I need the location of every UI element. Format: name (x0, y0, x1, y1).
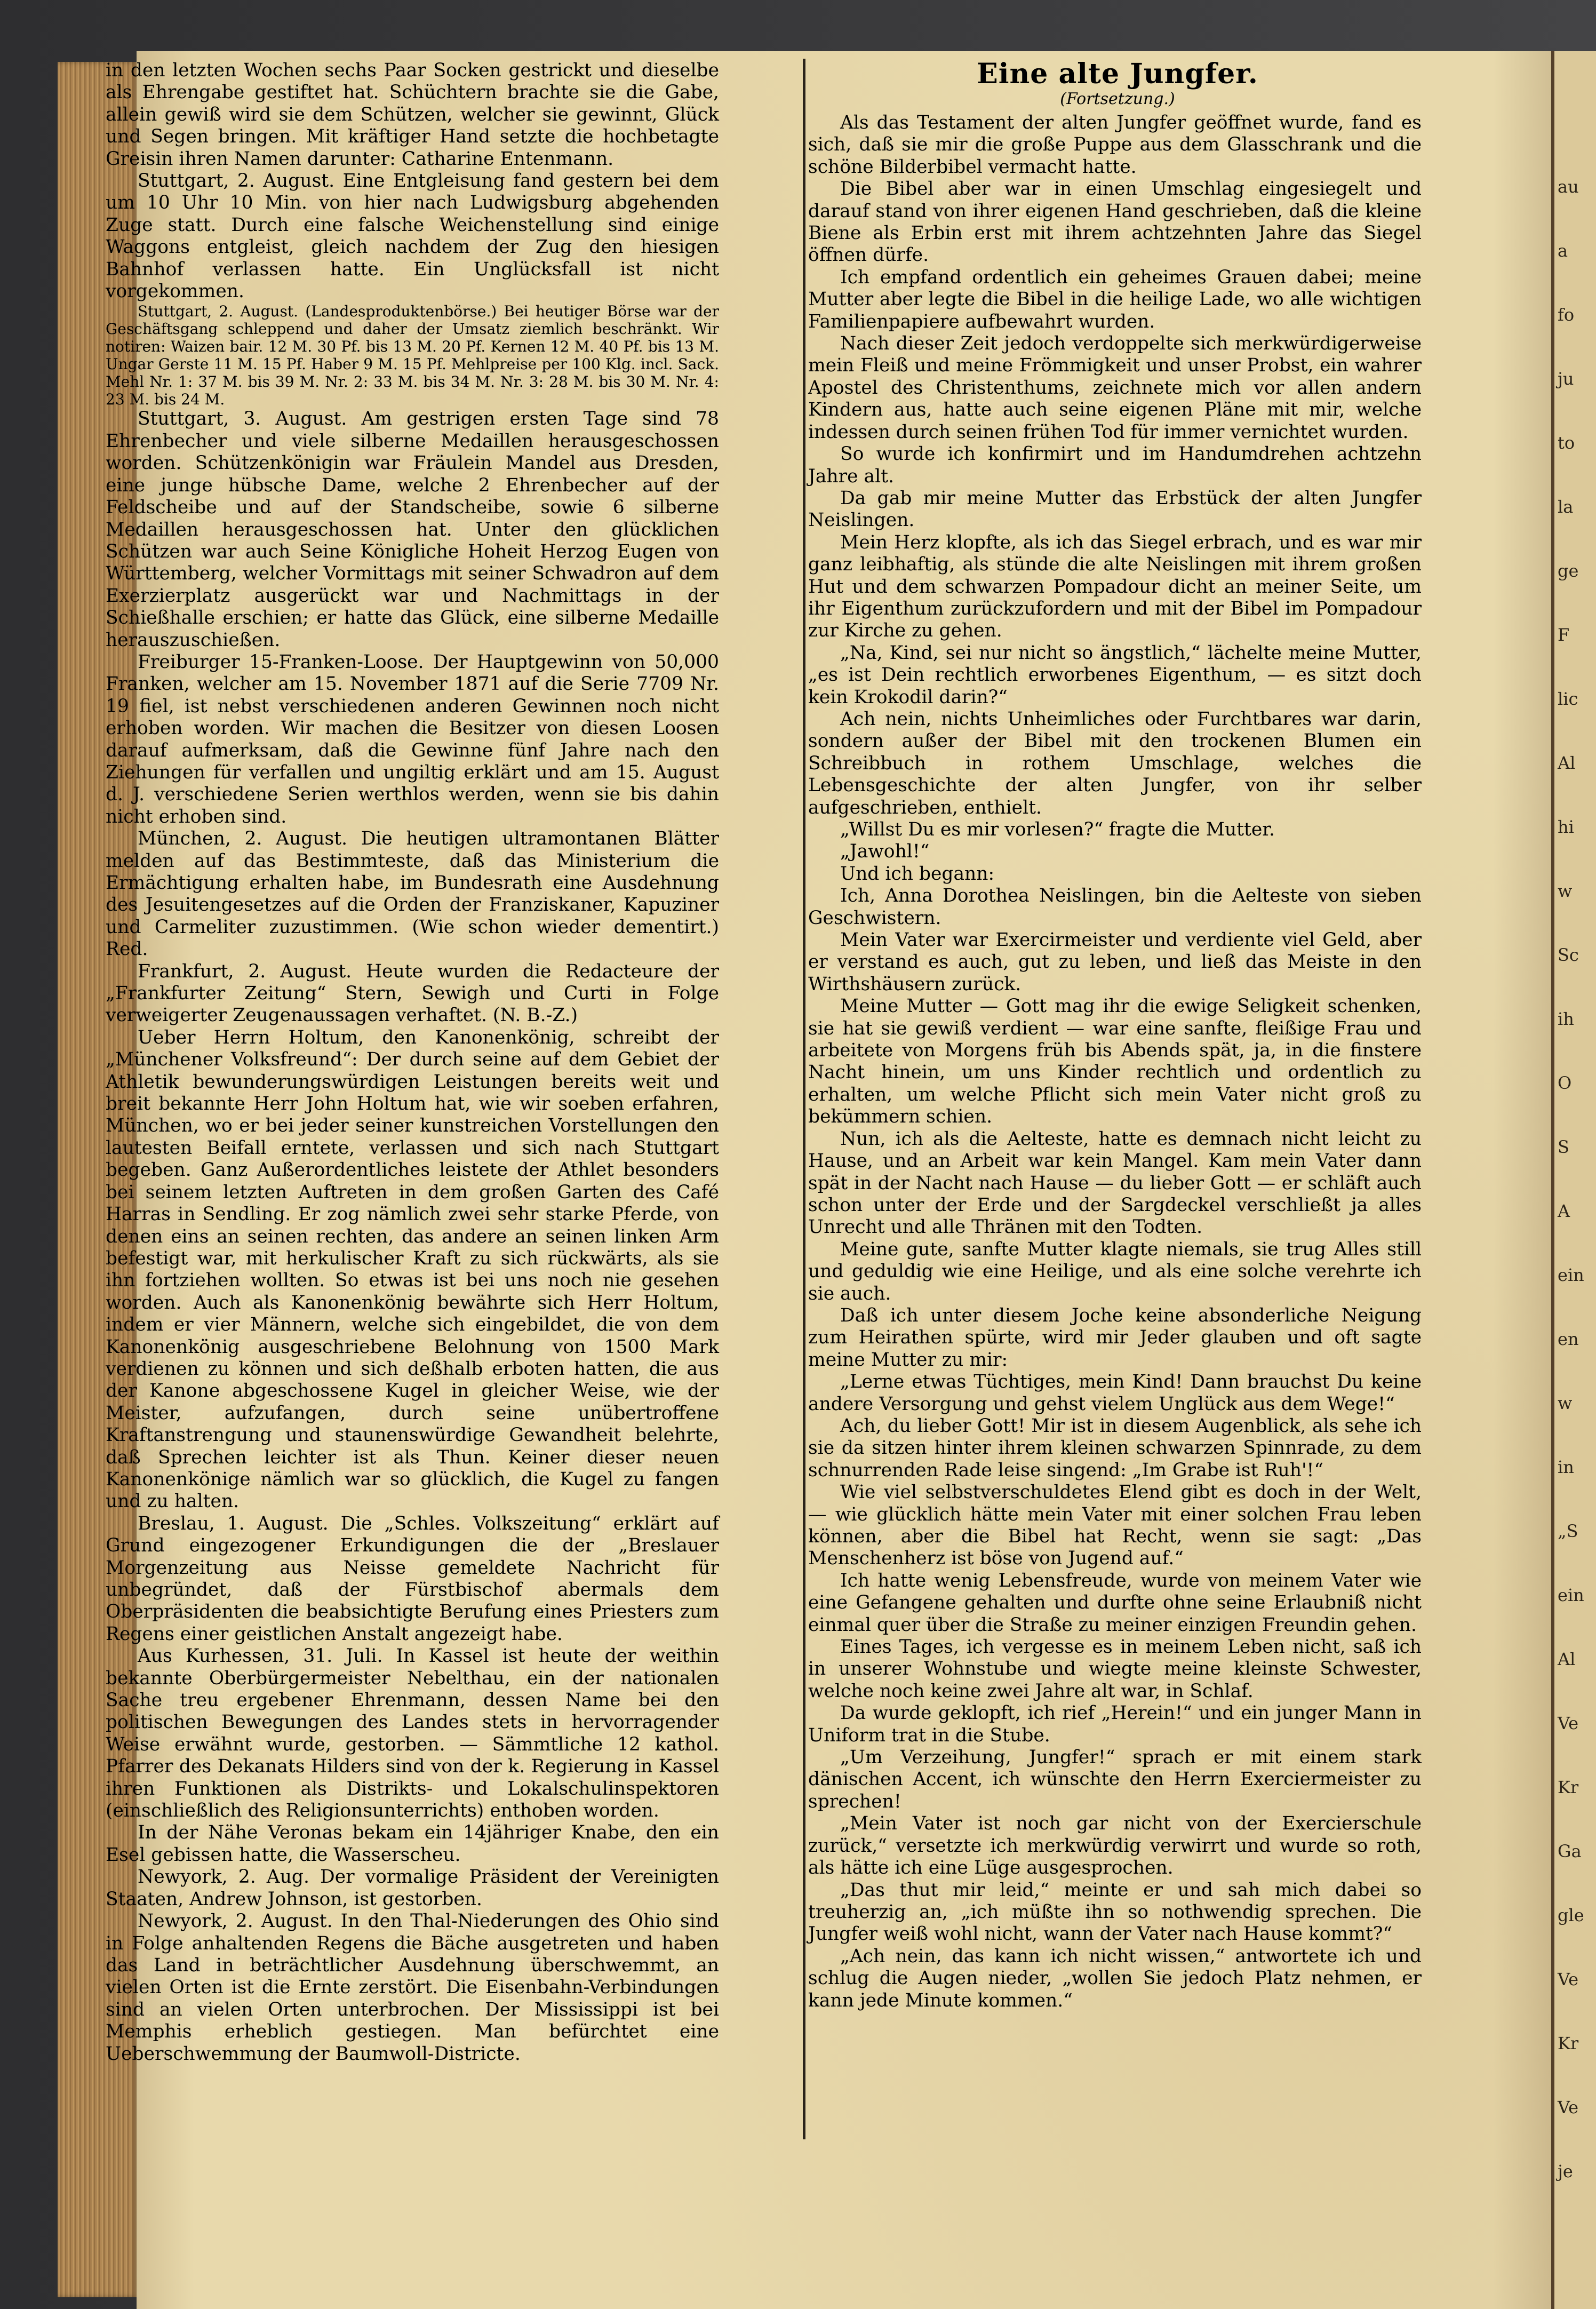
story-paragraph: Nach dieser Zeit jedoch verdoppelte sich merkwürdigerweise mein Fleiß und meine Frömmigkeit und unser Probst, ein wahrer Apostel des Christenthums, zeichnete mich vor allen andern Kindern aus, hatte auch seine eigenen Pläne mit mir, welche indessen durch seinen frühen Tod für immer vernichtet wurden. (808, 333, 1422, 443)
facing-page-fragment: Kr (1558, 2033, 1579, 2053)
facing-page-fragment: ein (1558, 1265, 1584, 1285)
news-item: Frankfurt, 2. August. Heute wurden die Redacteure der „Frankfurter Zeitung“ Stern, Sewigh und Curti in Folge verweigerter Zeugenaussagen verhaftet. (N. B.-Z.) (106, 960, 719, 1026)
story-paragraph: Meine gute, sanfte Mutter klagte niemals, sie trug Alles still und geduldig wie eine Heilige, und als eine solche verehrte ich sie auch. (808, 1238, 1422, 1304)
facing-page-fragment: Kr (1558, 1777, 1579, 1797)
news-column (106, 60, 719, 2065)
story-paragraph: So wurde ich konfirmirt und im Handumdrehen achtzehn Jahre alt. (808, 443, 1422, 487)
facing-page-fragment: au (1558, 177, 1579, 197)
story-paragraph: Mein Herz klopfte, als ich das Siegel erbrach, und es war mir ganz leibhaftig, als stünde die alte Neislingen mit ihrem großen Hut und dem schwarzen Pompadour dicht an meiner Seite, um ihr Eigenthum zurückzufordern und mit der Bibel im Pompadour zur Kirche zu gehen. (808, 531, 1422, 642)
facing-page-fragment: Ga (1558, 1841, 1582, 1861)
story-paragraph: „Das thut mir leid,“ meinte er und sah mich dabei so treuherzig an, „ich müßte ihn so nothwendig sprechen. Die Jungfer weiß wohl nicht, wann der Vater nach Hause kommt?“ (808, 1879, 1422, 1945)
news-item: Ueber Herrn Holtum, den Kanonenkönig, schreibt der „Münchener Volksfreund“: Der durch seine auf dem Gebiet der Athletik bewunderungswürdigen Leistungen bereits weit und breit bekannte Herr John Holtum hat, wie wir soeben erfahren, München, wo er bei jeder seiner kunstreichen Vorstellungen den lautesten Beifall erntete, verlassen und sich nach Stuttgart begeben. Ganz Außerordentliches leistete der Athlet besonders bei seinem letzten Auftreten in dem großen Garten des Café Harras in Sendling. Er zog nämlich zwei sehr starke Pferde, von denen eins an seinen rechten, das andere an seinen linken Arm befestigt war, mit herkulischer Kraft zu sich rückwärts, als sie ihn fortziehen wollten. So etwas ist bei uns noch nie gesehen worden. Auch als Kanonenkönig bewährte sich Herr Holtum, indem er vier Männern, welche sich eingebildet, die von dem Kanonenkönig ausgeschriebene Belohnung von 1500 Mark verdienen zu können und sich deßhalb erboten hatten, die aus der Kanone abgeschossene Kugel in gleicher Weise, wie der Meister, aufzufangen, durch seine unübertroffene Kraftanstrengung und staunenswürdige Gewandheit belehrte, daß Sprechen leichter ist als Thun. Keiner dieser neuen Kanonenkönige nämlich war so glücklich, die Kugel zu fangen und zu halten. (106, 1026, 719, 1512)
facing-page-fragment: F (1558, 625, 1570, 645)
story-paragraph: Eines Tages, ich vergesse es in meinem Leben nicht, saß ich in unserer Wohnstube und wiegte meine kleinste Schwester, welche noch keine zwei Jahre alt war, in Schlaf. (808, 1636, 1422, 1702)
facing-page-fragment: ih (1558, 1009, 1574, 1029)
news-item: Stuttgart, 2. August. Eine Entgleisung fand gestern bei dem um 10 Uhr 10 Min. von hier nach Ludwigsburg abgehenden Zuge statt. Durch eine falsche Weichenstellung sind einige Waggons entgleist, gleich nachdem der Zug den hiesigen Bahnhof verlassen hatte. Ein Unglücksfall ist nicht vorgekommen. (106, 170, 719, 302)
story-subtitle: (Fortsetzung.) (1060, 90, 1175, 108)
news-item: Stuttgart, 3. August. Am gestrigen ersten Tage sind 78 Ehrenbecher und viele silberne Medaillen herausgeschossen worden. Schützenkönigin war Fräulein Mandel aus Dresden, eine junge hübsche Dame, welche 2 Ehrenbecher auf der Feldscheibe und auf der Standscheibe, sowie 6 silberne Medaillen herausgeschossen hat. Unter den glücklichen Schützen war auch Seine Königliche Hoheit Herzog Eugen von Württemberg, welcher Vormittags mit seiner Schwadron auf dem Exerzierplatz ausgerückt war und Nachmittags in der Schießhalle erschien; er hatte das Glück, eine silberne Medaille herauszuschießen. (106, 408, 719, 651)
news-item: Aus Kurhessen, 31. Juli. In Kassel ist heute der weithin bekannte Oberbürgermeister Nebelthau, ein der nationalen Sache treu ergebener Ehrenmann, dessen Name bei den politischen Bewegungen des Landes stets in hervorragender Weise erwähnt wurde, gestorben. — Sämmtliche 12 kathol. Pfarrer des Dekanats Hilders sind von der k. Regierung in Kassel ihren Funktionen als Distrikts- und Lokalschulinspektoren (einschließlich des Religionsunterrichts) enthoben worden. (106, 1645, 719, 1822)
news-item: in den letzten Wochen sechs Paar Socken gestrickt und dieselbe als Ehrengabe gestiftet hat. Schüchtern brachte sie die Gabe, allein gewiß wird sie dem Schützen, welcher sie gewinnt, Glück und Segen bringen. Mit kräftiger Hand setzte die hochbetagte Greisin ihren Namen darunter: Catharine Entenmann. (106, 60, 719, 170)
story-paragraph: Die Bibel aber war in einen Umschlag eingesiegelt und darauf stand von ihrer eigenen Hand geschrieben, daß die kleine Biene als Erbin erst mit ihrem achtzehnten Jahre das Siegel öffnen dürfe. (808, 178, 1422, 266)
facing-page-fragment: la (1558, 497, 1574, 517)
story-paragraph: Als das Testament der alten Jungfer geöffnet wurde, fand es sich, daß sie mir die große Puppe aus dem Glasschrank und die schöne Bilderbibel vermacht hatte. (808, 112, 1422, 178)
story-paragraph: Ach, du lieber Gott! Mir ist in diesem Augenblick, als sehe ich sie da sitzen hinter ihrem kleinen schwarzen Spinnrade, zu dem schnurrenden Rade leise singend: „Im Grabe ist Ruh'!“ (808, 1415, 1422, 1481)
story-paragraph: Und ich begann: (840, 863, 995, 885)
facing-page-fragment: fo (1558, 305, 1575, 325)
news-item: Newyork, 2. August. In den Thal-Niederungen des Ohio sind in Folge anhaltenden Regens die Bäche ausgetreten und haben das Land in beträchtlicher Ausdehnung überschwemmt, an vielen Orten ist die Ernte zerstört. Die Eisenbahn-Verbindungen sind an vielen Orten unterbrochen. Der Mississippi ist bei Memphis erheblich gestiegen. Man befürchtet eine Ueberschwemmung der Baumwoll-Districte. (106, 1910, 719, 2065)
facing-page-fragment: to (1558, 433, 1575, 453)
story-paragraph: „Mein Vater ist noch gar nicht von der Exercierschule zurück,“ versetzte ich merkwürdig verwirrt und wurde so roth, als hätte ich eine Lüge ausgesprochen. (808, 1813, 1422, 1879)
facing-page-fragment: ge (1558, 561, 1579, 581)
news-item: München, 2. August. Die heutigen ultramontanen Blätter melden auf das Bestimmteste, daß das Ministerium die Ermächtigung erhalten habe, im Bundesrath eine Ausdehnung des Jesuitengesetzes auf die Orden der Franziskaner, Kapuziner und Carmeliter zuzustimmen. (Wie schon wieder dementirt.) Red. (106, 828, 719, 960)
story-paragraph: „Ach nein, das kann ich nicht wissen,“ antwortete ich und schlug die Augen nieder, „wollen Sie jedoch Platz nehmen, er kann jede Minute kommen.“ (808, 1945, 1422, 2011)
facing-page-fragment: S (1558, 1137, 1569, 1157)
story-paragraph: Ich empfand ordentlich ein geheimes Grauen dabei; meine Mutter aber legte die Bibel in die heilige Lade, wo alle wichtigen Familienpapiere aufbewahrt wurden. (808, 266, 1422, 332)
story-paragraph: Daß ich unter diesem Joche keine absonderliche Neigung zum Heirathen spürte, wird mir Jeder glauben und oft sagte meine Mutter zu mir: (808, 1304, 1422, 1371)
facing-page-strip (1551, 51, 1596, 2309)
story-title: Eine alte Jungfer. (977, 58, 1258, 90)
facing-page-fragment: en (1558, 1329, 1579, 1349)
story-paragraph: Mein Vater war Exercirmeister und verdiente viel Geld, aber er verstand es auch, gut zu leben, und ließ das Meiste in den Wirthshäusern zurück. (808, 929, 1422, 995)
facing-page-fragment: w (1558, 1393, 1573, 1413)
story-paragraph: Ach nein, nichts Unheimliches oder Furchtbares war darin, sondern außer der Bibel mit den trockenen Blumen ein Schreibbuch in rothem Umschlage, welches die Lebensgeschichte der alten Jungfer, von ihr selber aufgeschrieben, enthielt. (808, 708, 1422, 818)
facing-page-fragment: ju (1558, 369, 1574, 389)
facing-page-fragment: Ve (1558, 2097, 1579, 2117)
facing-page-fragment: ein (1558, 1585, 1584, 1605)
news-item: Breslau, 1. August. Die „Schles. Volkszeitung“ erklärt auf Grund eingezogener Erkundigungen die der „Breslauer Morgenzeitung aus Neisse gemeldete Nachricht für unbegründet, daß der Fürstbischof abermals dem Oberpräsidenten die beabsichtigte Berufung eines Priesters zum Regens einer geistlichen Anstalt angezeigt habe. (106, 1512, 719, 1645)
facing-page-fragment: w (1558, 881, 1573, 901)
news-item: Stuttgart, 2. August. (Landesproduktenbörse.) Bei heutiger Börse war der Geschäftsgang schleppend und daher der Umsatz ziemlich beschränkt. Wir notiren: Waizen bair. 12 M. 30 Pf. bis 13 M. 20 Pf. Kernen 12 M. 40 Pf. bis 13 M. Ungar Gerste 11 M. 15 Pf. Haber 9 M. 15 Pf. Mehlpreise per 100 Klg. incl. Sack. Mehl Nr. 1: 37 M. bis 39 M. Nr. 2: 33 M. bis 34 M. Nr. 3: 28 M. bis 30 M. Nr. 4: 23 M. bis 24 M. (106, 302, 719, 409)
story-paragraph: Ich hatte wenig Lebensfreude, wurde von meinem Vater wie eine Gefangene gehalten und durfte ohne seine Erlaubniß nicht einmal quer über die Straße zu meiner einzigen Freundin gehen. (808, 1570, 1422, 1636)
story-paragraph: Ich, Anna Dorothea Neislingen, bin die Aelteste von sieben Geschwistern. (808, 885, 1422, 929)
facing-page-fragment: „S (1558, 1521, 1578, 1541)
story-paragraph: Wie viel selbstverschuldetes Elend gibt es doch in der Welt, — wie glücklich hätte mein Vater mit einer solchen Frau leben können, aber die Bibel hat Recht, wenn sie sagt: „Das Menschenherz ist böse von Jugend auf.“ (808, 1482, 1422, 1570)
story-paragraph: Meine Mutter — Gott mag ihr die ewige Seligkeit schenken, sie hat sie gewiß verdient — war eine sanfte, fleißige Frau und arbeitete von Morgens früh bis Abends spät, ja, in die finstere Nacht hinein, um uns Kinder rechtlich und ordentlich zu erhalten, um welche Pflicht sich mein Vater nicht groß zu bekümmern schien. (808, 996, 1422, 1128)
story-paragraph: Nun, ich als die Aelteste, hatte es demnach nicht leicht zu Hause, und an Arbeit war kein Mangel. Kam mein Vater dann spät in der Nacht nach Hause — du lieber Gott — er schläft auch schon unter der Erde und der Sargdeckel verschließt ja alles Unrecht und alle Thränen mit den Todten. (808, 1128, 1422, 1238)
news-item: In der Nähe Veronas bekam ein 14jähriger Knabe, den ein Esel gebissen hatte, die Wasserscheu. (106, 1822, 719, 1866)
facing-page-fragment: a (1558, 241, 1568, 261)
facing-page-fragment: in (1558, 1457, 1574, 1477)
story-paragraph: „Jawohl!“ (840, 841, 930, 863)
facing-page-fragment: Al (1558, 753, 1576, 773)
facing-page-fragment: O (1558, 1073, 1572, 1093)
story-paragraph: Da gab mir meine Mutter das Erbstück der alten Jungfer Neislingen. (808, 487, 1422, 531)
facing-page-fragment: Al (1558, 1649, 1576, 1669)
column-divider (803, 59, 805, 2139)
facing-page-fragment: hi (1558, 817, 1574, 837)
facing-page-fragment: A (1558, 1201, 1570, 1221)
news-item: Newyork, 2. Aug. Der vormalige Präsident der Vereinigten Staaten, Andrew Johnson, ist gestorben. (106, 1866, 719, 1910)
story-paragraph: „Um Verzeihung, Jungfer!“ sprach er mit einem stark dänischen Accent, ich wünschte den Herrn Exerciermeister zu sprechen! (808, 1747, 1422, 1812)
story-paragraph: „Lerne etwas Tüchtiges, mein Kind! Dann brauchst Du keine andere Versorgung und gehst vielem Unglück aus dem Wege!“ (808, 1371, 1422, 1415)
facing-page-fragment: lic (1558, 689, 1578, 709)
facing-page-fragment: Ve (1558, 1969, 1579, 1989)
facing-page-fragment: Ve (1558, 1713, 1579, 1733)
story-paragraph: „Willst Du es mir vorlesen?“ fragte die Mutter. (840, 819, 1275, 840)
story-paragraph: „Na, Kind, sei nur nicht so ängstlich,“ lächelte meine Mutter, „es ist Dein rechtlich erworbenes Eigenthum, — es sitzt doch kein Krokodil darin?“ (808, 642, 1422, 708)
story-paragraph: Da wurde geklopft, ich rief „Herein!“ und ein junger Mann in Uniform trat in die Stube. (808, 1702, 1422, 1746)
facing-page-fragment: je (1558, 2161, 1573, 2181)
news-item: Freiburger 15-Franken-Loose. Der Hauptgewinn von 50,000 Franken, welcher am 15. November 1871 auf die Serie 7709 Nr. 19 fiel, ist nebst verschiedenen anderen Gewinnen noch nicht erhoben worden. Wir machen die Besitzer von diesen Loosen darauf aufmerksam, daß die Gewinne fünf Jahre nach den Ziehungen für verfallen und ungiltig erklärt und am 15. August d. J. verschiedene Serien werthlos werden, wenn sie bis dahin nicht erhoben sind. (106, 651, 719, 827)
facing-page-fragment: Sc (1558, 945, 1579, 965)
facing-page-fragment: gle (1558, 1905, 1584, 1925)
story-column (808, 112, 1422, 2012)
